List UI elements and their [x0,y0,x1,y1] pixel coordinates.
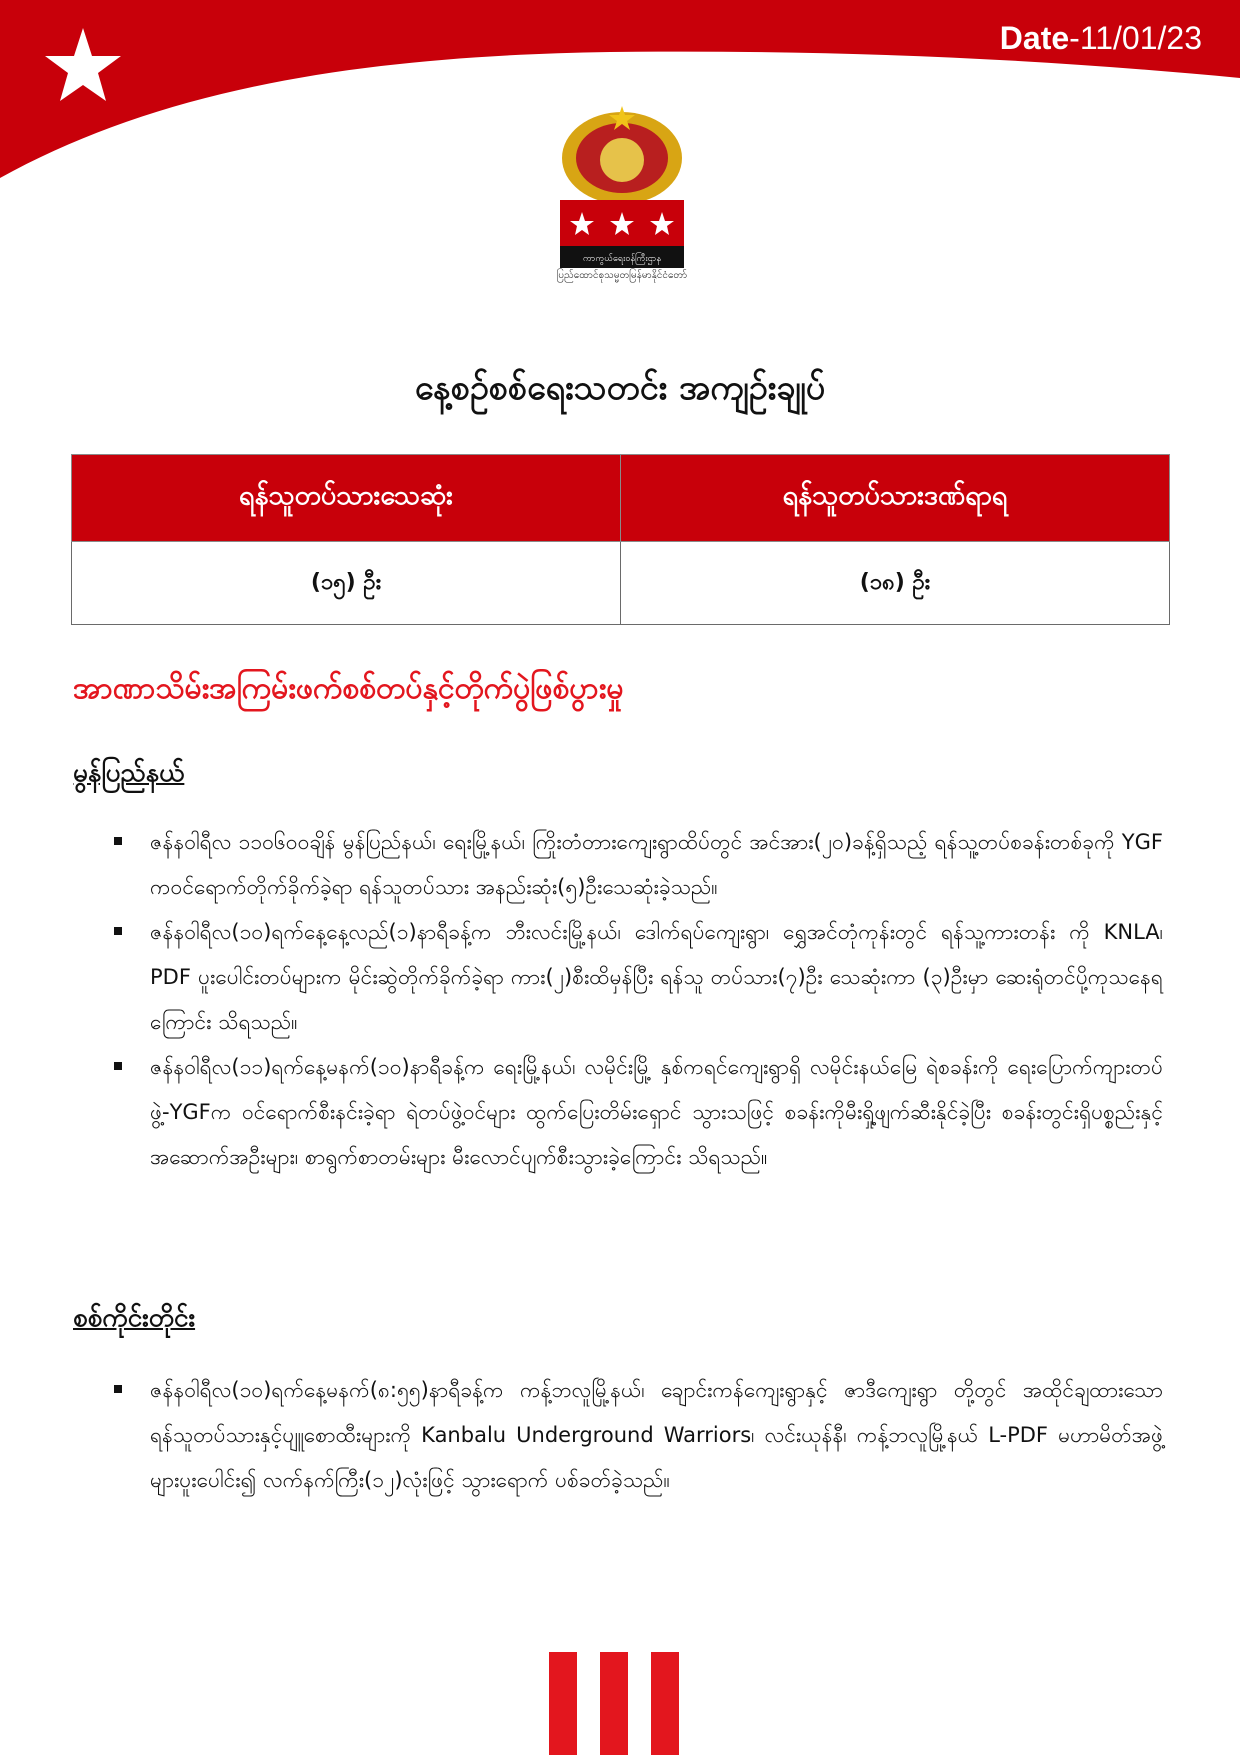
state-emblem-icon [552,100,692,290]
emblem-caption: ပြည်ထောင်စုသမ္မတမြန်မာနိုင်ငံတော် [556,270,688,281]
list-item: ဇန်နဝါရီလ(၁၀)ရက်နေ့နေ့လည်(၁)နာရီခန့်က ဘီးလင်းမြို့နယ်၊ ဒေါက်ရပ်ကျေးရွာ၊ ရွှေအင်တုံကုန်းတွင် ရန်သူ့ကားတန်း ကို KNLA၊ PDF ပူးပေါင်းတပ်များက မိုင်းဆွဲတိုက်ခိုက်ခဲ့ရာ ကား(၂)စီးထိမှန်ပြီး ရန်သူ တပ်သား(၇)ဦး သေဆုံးကာ (၃)ဦးမှာ ဆေးရုံတင်ပို့ကုသနေရကြောင်း သိရသည်။ [110,910,1163,1045]
page-title: နေ့စဥ်စစ်ရေးသတင်း အကျဥ်းချုပ် [414,368,826,408]
list-item: ဇန်နဝါရီလ(၁၀)ရက်နေ့မနက်(၈:၅၅)နာရီခန့်က ကန့်ဘလူမြို့နယ်၊ ချောင်းကန်ကျေးရွာနှင့် ဇာဒီကျေးရွာ တို့တွင် အထိုင်ချထားသော ရန်သူတပ်သားနှင့်ပျူစောထီးများကို Kanbalu Underground Warriors၊ လင်းယုန်နီ၊ ကန့်ဘလူမြို့နယ် L-PDF မဟာမိတ်အဖွဲ့များပူးပေါင်း၍ လက်နက်ကြီး(၁၂)လုံးဖြင့် သွားရောက် ပစ်ခတ်ခဲ့သည်။ [110,1368,1163,1503]
header-wounded: ရန်သူတပ်သားဒဏ်ရာရ [621,455,1170,542]
region-heading-mon: မွန်ပြည်နယ် [73,758,185,788]
summary-header-row [72,455,1170,542]
region-heading-sagaing: စစ်ကိုင်းတိုင်း [73,1303,196,1333]
summary-table [71,454,1170,625]
region-list-mon [110,820,1163,1180]
value-killed: (၁၅) ဦး [72,542,621,625]
list-item: ဇန်နဝါရီလ(၁၁)ရက်နေ့မနက်(၁၀)နာရီခန့်က ရေးမြို့နယ်၊ လမိုင်းမြို့ နှစ်ကရင်ကျေးရွာရှိ လမိုင်းနယ်မြေ ရဲစခန်းကို ရေးပြောက်ကျားတပ်ဖွဲ့-YGFက ဝင်ရောက်စီးနင်းခဲ့ရာ ရဲတပ်ဖွဲ့ဝင်များ ထွက်ပြေးတိမ်းရှောင် သွားသဖြင့် စခန်းကိုမီးရှို့ဖျက်ဆီးနိုင်ခဲ့ပြီး စခန်းတွင်းရှိပစ္စည်းနှင့်အဆောက်အဦးများ၊ စာရွက်စာတမ်းများ မီးလောင်ပျက်စီးသွားခဲ့ကြောင်း သိရသည်။ [110,1045,1163,1180]
svg-text:ကာကွယ်ရေးဝန်ကြီးဌာန: ကာကွယ်ရေးဝန်ကြီးဌာန [582,254,662,264]
summary-value-row [72,542,1170,625]
footer-bars [549,1652,679,1755]
list-item: ဇန်နဝါရီလ ၁၁၀၆၀၀ချိန် မွန်ပြည်နယ်၊ ရေးမြို့နယ်၊ ကြိုးတံတားကျေးရွာထိပ်တွင် အင်အား(၂၀)ခန့်ရှိသည့် ရန်သူ့တပ်စခန်းတစ်ခုကို YGF ကဝင်ရောက်တိုက်ခိုက်ခဲ့ရာ ရန်သူတပ်သား အနည်းဆုံး(၅)ဦးသေဆုံးခဲ့သည်။ [110,820,1163,910]
section-title: အာဏာသိမ်းအကြမ်းဖက်စစ်တပ်နှင့်တိုက်ပွဲဖြစ်ပွားမှု [73,671,624,706]
region-list-sagaing [110,1368,1163,1503]
date-label: Date-11/01/23 [999,20,1202,56]
header-killed: ရန်သူတပ်သားသေဆုံး [72,455,621,542]
value-wounded: (၁၈) ဦး [621,542,1170,625]
